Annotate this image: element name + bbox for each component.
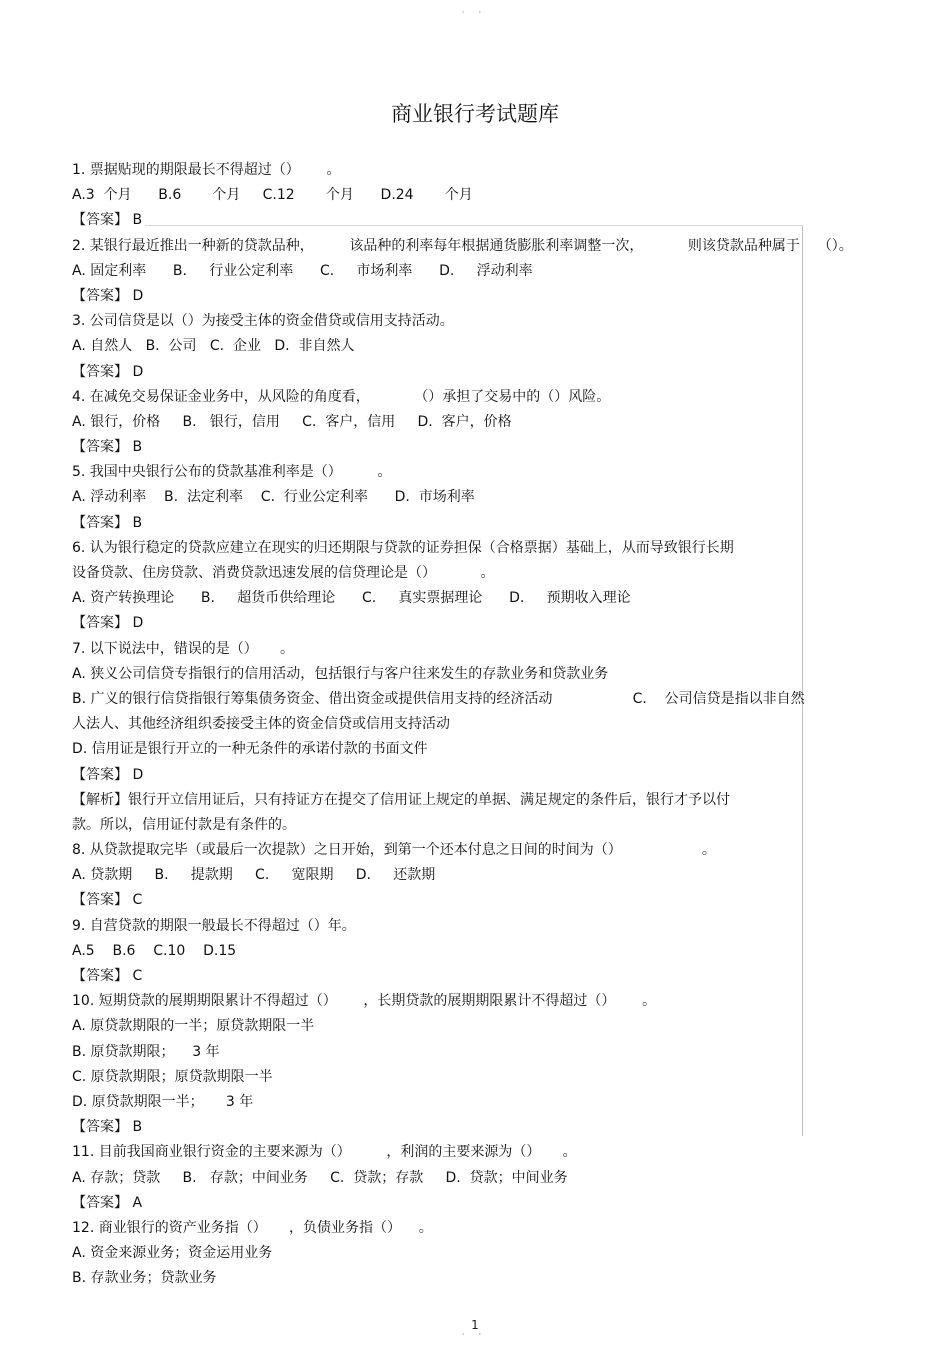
text-line: D. 原贷款期限一半； 3 年 xyxy=(72,1093,254,1110)
text-line: 人法人、其他经济组织委接受主体的资金信贷或信用支持活动 xyxy=(72,716,450,733)
text-line: A. 存款；贷款 B. 存款；中间业务 C. 贷款；存款 D. 贷款；中间业务 xyxy=(72,1169,568,1186)
text-line: A. 资产转换理论 B. 超货币供给理论 C. 真实票据理论 D. 预期收入理论 xyxy=(72,590,631,607)
explanation-line: 【解析】银行开立信用证后，只有持证方在提交了信用证上规定的单据、满足规定的条件后，银行才予以付 xyxy=(72,791,730,808)
text-line: 4. 在减免交易保证金业务中，从风险的角度看， （）承担了交易中的（）风险。 xyxy=(72,388,611,405)
text-line: 9. 自营贷款的期限一般最长不得超过（）年。 xyxy=(72,917,356,934)
text-line: 2. 某银行最近推出一种新的贷款品种， 该品种的利率每年根据通货膨胀利率调整一次， 则该贷款品种属于 （）。 xyxy=(72,237,853,254)
answer-line: 【答案】 B xyxy=(72,514,143,531)
answer-line: 【答案】 D xyxy=(72,363,144,380)
text-line: A.5 B.6 C.10 D.15 xyxy=(72,942,237,959)
answer-line: 【答案】 D xyxy=(72,287,144,304)
header-marks: ' ' xyxy=(462,10,487,19)
page-number: 1 xyxy=(471,1318,479,1332)
answer-line: 【答案】 B xyxy=(72,212,143,229)
text-line: A.3 个月 B.6 个月 C.12 个月 D.24 个月 xyxy=(72,187,473,204)
text-line: A. 原贷款期限的一半；原贷款期限一半 xyxy=(72,1018,315,1035)
answer-line: 【答案】 D xyxy=(72,766,144,783)
answer-line: 【答案】 B xyxy=(72,1119,143,1136)
text-line: A. 狭义公司信贷专指银行的信用活动，包括银行与客户往来发生的存款业务和贷款业务 xyxy=(72,665,609,682)
answer-line: 【答案】 B xyxy=(72,439,143,456)
question-list xyxy=(72,158,872,1291)
text-line: A. 自然人 B. 公司 C. 企业 D. 非自然人 xyxy=(72,338,355,355)
answer-line: 【答案】 C xyxy=(72,892,143,909)
explanation-line: 款。所以，信用证付款是有条件的。 xyxy=(72,816,296,833)
answer-line: 【答案】 C xyxy=(72,968,143,984)
text-line: 8. 从贷款提取完毕（或最后一次提款）之日开始，到第一个还本付息之日间的时间为（） 。 xyxy=(72,842,716,859)
text-line: A. 固定利率 B. 行业公定利率 C. 市场利率 D. 浮动利率 xyxy=(72,262,533,279)
text-line: D. 信用证是银行开立的一种无条件的承诺付款的书面文件 xyxy=(72,741,428,758)
text-line: 1. 票据贴现的期限最长不得超过（） 。 xyxy=(72,162,341,178)
answer-line: 【答案】 D xyxy=(72,615,144,632)
text-line: 设备贷款、住房贷款、消费贷款迅速发展的信贷理论是（） 。 xyxy=(72,565,495,581)
text-line: 5. 我国中央银行公布的贷款基准利率是（） 。 xyxy=(72,464,392,481)
text-line: 7. 以下说法中，错误的是（） 。 xyxy=(72,640,295,657)
text-line: 3. 公司信贷是以（）为接受主体的资金借贷或信用支持活动。 xyxy=(72,313,454,330)
text-line: 10. 短期贷款的展期期限累计不得超过（） ，长期贷款的展期期限累计不得超过（） 。 xyxy=(72,993,657,1010)
text-line: C. 原贷款期限；原贷款期限一半 xyxy=(72,1068,273,1085)
answer-line: 【答案】 A xyxy=(72,1194,143,1211)
text-line: A. 银行，价格 B. 银行，信用 C. 客户，信用 D. 客户，价格 xyxy=(72,413,512,430)
text-line: A. 浮动利率 B. 法定利率 C. 行业公定利率 D. 市场利率 xyxy=(72,489,475,506)
text-line: A. 资金来源业务；资金运用业务 xyxy=(72,1245,273,1262)
footer-marks: ' ' xyxy=(462,1332,487,1341)
page-title: 商业银行考试题库 xyxy=(391,102,559,126)
text-line: B. 广义的银行信贷指银行筹集债务资金、借出资金或提供信用支持的经济活动 C. 公司信贷是指以非自然 xyxy=(72,690,805,707)
text-line: 12. 商业银行的资产业务指（） ，负债业务指（） 。 xyxy=(72,1219,433,1236)
text-line: 6. 认为银行稳定的贷款应建立在现实的归还期限与贷款的证券担保（合格票据）基础上，从而导致银行长期 xyxy=(72,539,734,556)
text-line: A. 贷款期 B. 提款期 C. 宽限期 D. 还款期 xyxy=(72,867,436,884)
text-line: B. 原贷款期限； 3 年 xyxy=(72,1043,220,1060)
text-line: B. 存款业务；贷款业务 xyxy=(72,1270,217,1287)
text-line: 11. 目前我国商业银行资金的主要来源为（） ，利润的主要来源为（） 。 xyxy=(72,1144,577,1161)
